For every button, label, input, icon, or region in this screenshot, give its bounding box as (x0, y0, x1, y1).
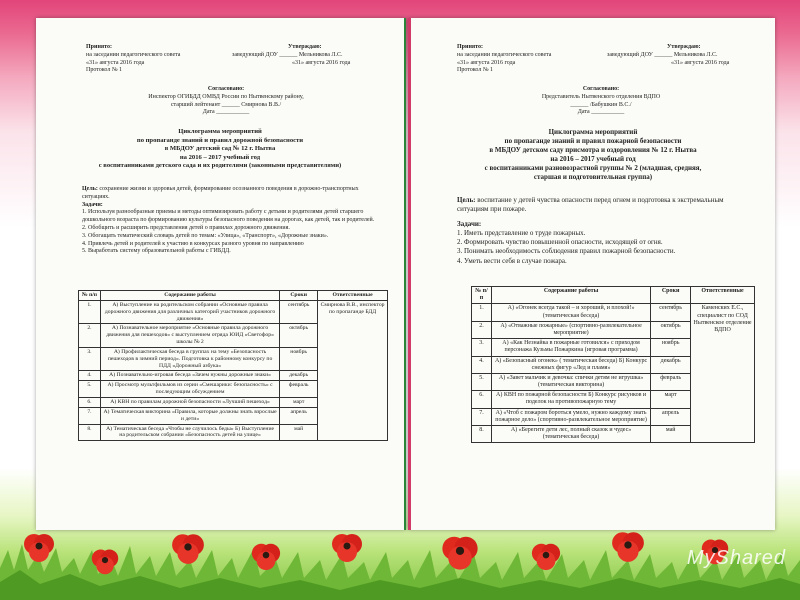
poppy-flower-icon (530, 540, 562, 572)
table-row: 6. А) КВН по пожарной безопасности Б) Конкурс рисунков и поделок на противопожарную тему март (472, 391, 755, 408)
table-header-row (79, 291, 388, 301)
poppy-flower-icon (22, 530, 56, 564)
task-item: 2. Обобщить и расширить представления детей о правилах дорожного движения. (82, 224, 290, 231)
goal-label: Цель: (82, 186, 98, 192)
table-row: 7. А) Тематическая викторина «Правила, которые должны знать взрослые и дети» апрель (79, 407, 388, 424)
task-item: 1. Используя разнообразные приемы и методы оптимизировать работу с детьми и родителями детей старшего дошкольного возраста по формированию культуры безопасного поведения на дорогах, как детей, так и родителей. (82, 209, 375, 224)
table-row: 3. А) Профилактическая беседа в группах на тему «Безопасность пешеходов в зимний период». Подготовка к районному конкурсу по ПДД «Дорожный азбука» ноябрь (79, 347, 388, 371)
table-row: 1. А) «Огонек всегда такой – и хороший, и плохой!» (тематическая беседа) сентябрь Каменских Е.С., специалист по СОД Нытвенское отделение ВДПО (472, 304, 755, 321)
events-table (78, 290, 388, 441)
table-row: 5. А) «Завет мальчик и девочка: спички детям не игрушка» (тематическая викторина) февраль (472, 373, 755, 390)
approved-heading: Принято: (86, 44, 113, 50)
table-row: 3. А) «Как Незнайка в пожарные готовился» с приходом персонажа Кузьмы Пожаркина (игровая программа) ноябрь (472, 339, 755, 356)
responsible-cell: Смирнова В.В., инспектор по пропаганде БДД (318, 300, 388, 440)
grass-illustration (0, 530, 800, 600)
table-header-row: № п/п Содержание работы Сроки Ответственные (472, 287, 755, 304)
watermark-logo: MyShared (686, 547, 786, 569)
poppy-flower-icon (440, 532, 480, 572)
table-row: 5. А) Просмотр мультфильмов из серии «Смешарики: безопасность» с последующим обсуждением февраль (79, 381, 388, 398)
task-item: 2. Формировать чувство повышенной опасности, исходящей от огня. (457, 238, 663, 247)
poppy-flower-icon (610, 528, 646, 564)
task-item: 3. Понимать необходимость соблюдения правил пожарной безопасности. (457, 247, 676, 256)
approved-by-council-block: Принято: на заседании педагогического совета «31» августа 2016 года Протокол № 1 (457, 44, 552, 74)
poppy-flower-icon (330, 530, 364, 564)
table-row: 2. А) Познавательное мероприятие «Основные правила дорожного движения для пешеходов» с выступлением отряда ЮИД «Светофор» школы № 2 октябрь (79, 324, 388, 348)
column-header: № п/п (79, 291, 101, 301)
table-row: 1. А) Выступление на родительском собрании «Основные правила дорожного движения для различных категорий участников дорожного движения» сентябрь Смирнова В.В., инспектор по пропаганде БДД (79, 300, 388, 324)
goal-text: сохранение жизни и здоровья детей, формирование осознанного поведения в дорожно-транспортных ситуациях. (82, 186, 359, 200)
table-row: 8. А) «Берегите дети лес, полный сказок и чудес» (тематическая беседа) май (472, 426, 755, 443)
document-title: Циклограмма мероприятий по пропаганде знаний и правил дорожной безопасности в МБДОУ детский сад № 12 г. Нытва на 2016 – 2017 учебный год с воспитанниками детского сада и их родителями (законными представителями) (98, 128, 342, 170)
poppy-flower-icon (90, 546, 120, 576)
table-row: 6. А) КВН по правилам дорожной безопасности «Лучший пешеход» март (79, 397, 388, 407)
poppy-flower-icon (250, 540, 282, 572)
agreed-block: Согласовано: Представитель Нытвенского отделения ВДПО ______ /Бабушкин В.С./ Дата ___________ (541, 86, 661, 116)
goal-and-tasks: Цель: воспитание у детей чувства опасности перед огнем и подготовка к экстремальным ситуациям при пожаре. Задачи: 1. Иметь представление о труде пожарных. 2. Формировать чувство повышенной опасности, исходящей от огня. 3. Понимать необходимость соблюдения правил пожарной безопасности. 4. Уметь вести себя в случае пожара. (457, 196, 747, 266)
goal-and-tasks (82, 186, 382, 256)
responsible-cell: Каменских Е.С., специалист по СОД Нытвенское отделение ВДПО (691, 304, 755, 443)
task-item: 3. Обогащать тематический словарь детей по темам: «Улица», «Транспорт», «Дорожные знаки». (82, 232, 329, 239)
column-header: Сроки (280, 291, 318, 301)
table-row: 2. А) «Отважные пожарные» (спортивно-развлекательное мероприятие) октябрь (472, 321, 755, 338)
task-item: 4. Уметь вести себя в случае пожара. (457, 256, 567, 265)
events-table (471, 286, 755, 443)
agreed-block: Согласовано: Инспектор ОГИБДД ОМВД России по Нытвенскому району, старший лейтенант ______ Смирнова В.В./ Дата ___________ (148, 86, 304, 116)
table-row: 4. А) Познавательно-игровая беседа «Зачем нужны дорожные знаки» декабрь (79, 371, 388, 381)
table-row: 8. А) Тематическая беседа «Чтобы не случилось беды» Б) Выступление на родительском собрании «Безопасность детей на улице» май (79, 424, 388, 441)
approved-by-head-block: Утверждаю: заведующий ДОУ ______ Мельникова Л.С. «31» августа 2016 года (232, 44, 351, 66)
table-row: 4. А) «Безопасный огонек» ( тематическая беседа) Б) Конкурс снежных фигур «Лед и пламя» декабрь (472, 356, 755, 373)
fire-safety-document (408, 18, 775, 530)
poppy-flower-icon (170, 530, 206, 566)
tasks-label: Задачи: (82, 201, 103, 208)
task-item: 1. Иметь представление о труде пожарных. (457, 229, 586, 238)
task-item: 5. Выработать систему образовательной работы с ГИБДД. (82, 248, 231, 255)
table-row: 7. А) «Чтоб с пожаром бороться умело, нужно каждому знать пожарное дело» (спортивно-развлекательное мероприятие) апрель (472, 408, 755, 425)
road-safety-document (36, 18, 406, 530)
document-title: Циклограмма мероприятий по пропаганде знаний и правил пожарной безопасности в МБДОУ детском саду присмотра и оздоровления № 12 г. Нытва на 2016 – 2017 учебный год с воспитанниками разновозрастной группы № 2 (младшая, средняя, старшая и подготовительная группа) (484, 128, 702, 182)
column-header: Ответственные (318, 291, 388, 301)
approved-by-head-block: Утверждаю: заведующий ДОУ ______ Мельникова Л.С. «31» августа 2016 года (607, 44, 730, 66)
task-item: 4. Привлечь детей и родителей к участию в конкурсах разного уровня по направлению (82, 240, 304, 247)
approved-by-council-block: Принято: на заседании педагогического совета «31» августа 2016 года Протокол № 1 (86, 44, 181, 74)
column-header: Содержание работы (100, 291, 279, 301)
